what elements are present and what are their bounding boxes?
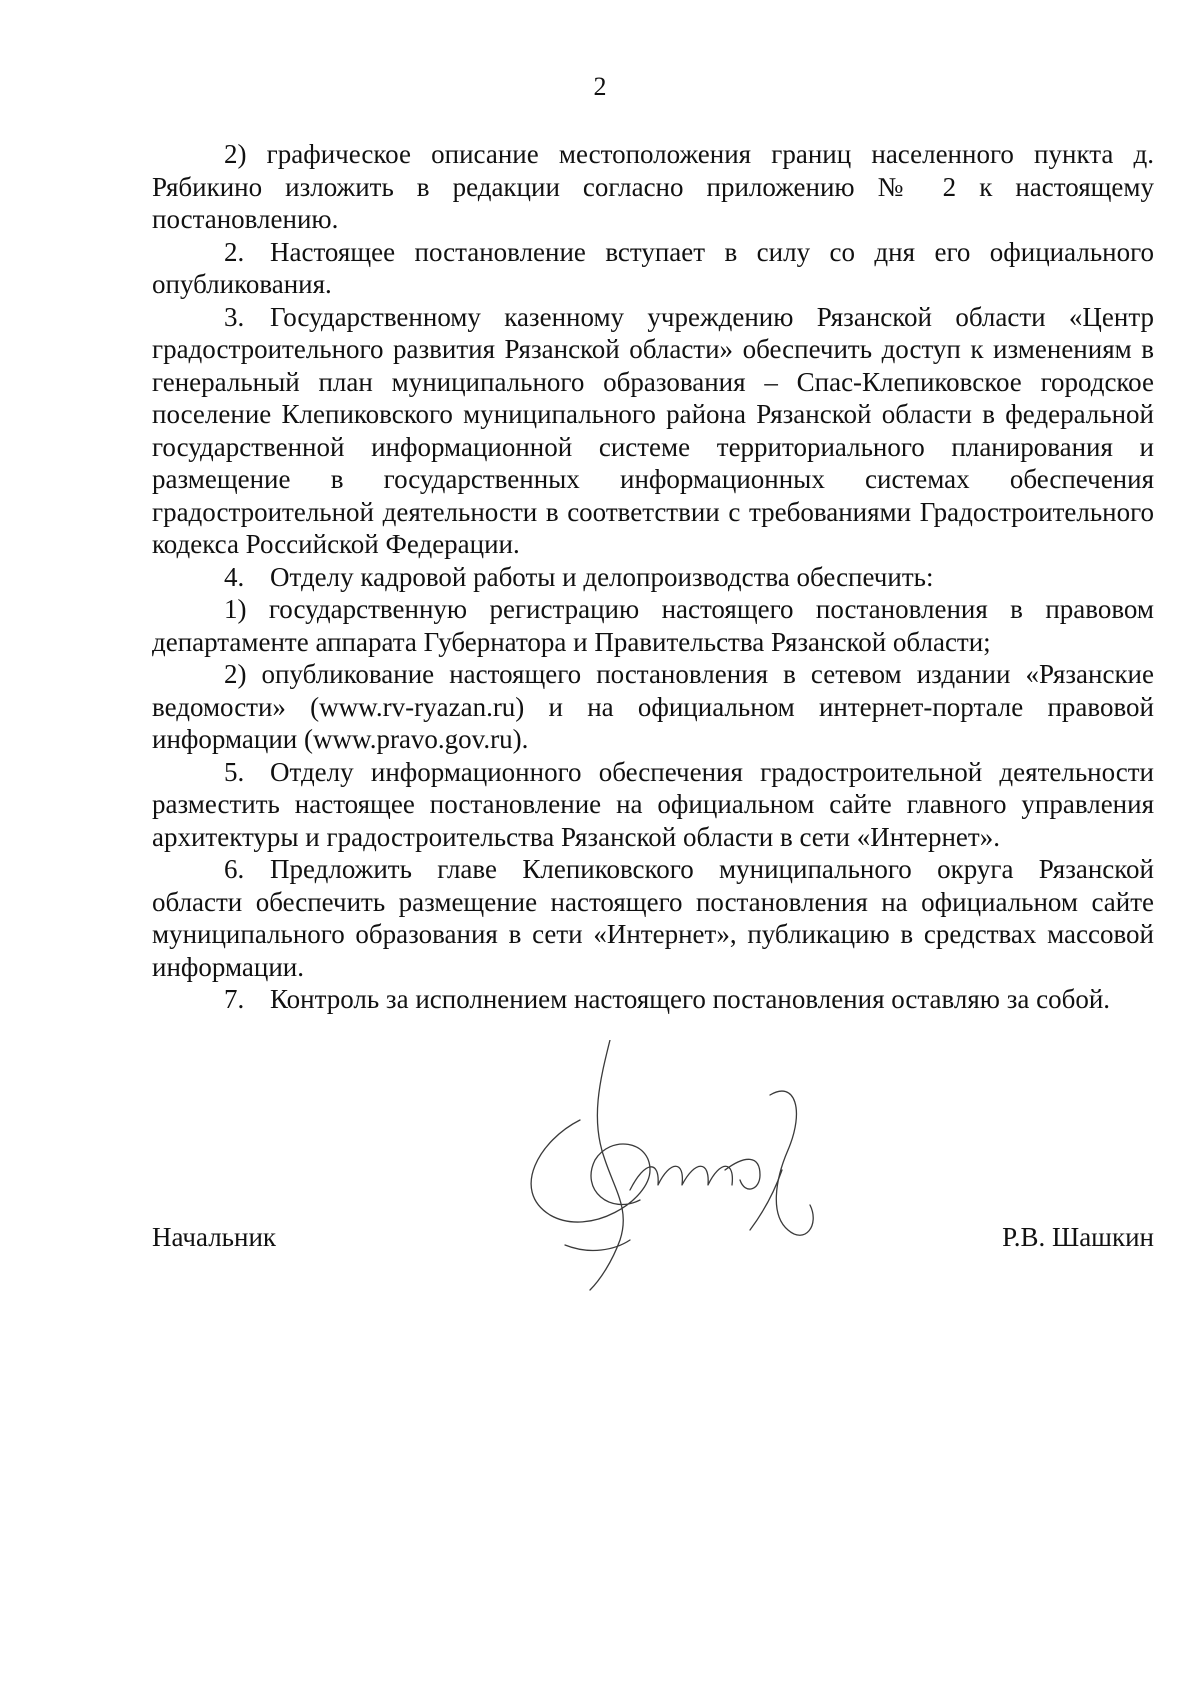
- paragraph-number: 3.: [224, 301, 245, 332]
- paragraph-number: 6.: [224, 854, 245, 884]
- paragraph-2-effective-date: [152, 236, 1154, 301]
- paragraph-text: 2) опубликование настоящего постановления в сетевом издании «Рязанские ведомости» (www.rv-ryazan.ru) и на официальном интернет-портале правовой информации (www.pravo.gov.ru).: [152, 659, 1154, 754]
- signer-name: Р.В. Шашкин: [1002, 1222, 1154, 1252]
- paragraph-1-2-graphic-description: [152, 138, 1154, 236]
- paragraph-text: Отделу информационного обеспечения градостроительной деятельности разместить настоящее постановление на официальном сайте главного управления архитектуры и градостроительства Рязанской области в сети «Интернет».: [152, 756, 1154, 852]
- paragraph-text: Государственному казенному учреждению Рязанской области «Центр градостроительного развития Рязанской области» обеспечить доступ к изменениям в генеральный план муниципального образования – Спас-Клепиковское городское поселение Клепиковского муниципального района Рязанской области в федеральной государственной информационной системе территориального планирования и размещение в государственных информационных системах обеспечения градостроительной деятельности в соответствии с требованиями Градостроительного кодекса Российской Федерации.: [152, 301, 1154, 559]
- paragraph-text: 1) государственную регистрацию настоящего постановления в правовом департаменте аппарата Губернатора и Правительства Рязанской области;: [152, 594, 1154, 657]
- paragraph-number: 2.: [224, 236, 245, 267]
- paragraph-4-1-registration: [152, 593, 1154, 658]
- signer-position: Начальник: [152, 1222, 277, 1252]
- paragraph-4-2-publication: [152, 658, 1154, 756]
- handwritten-signature: [520, 1040, 880, 1300]
- paragraph-text: Настоящее постановление вступает в силу со дня его официального опубликования.: [152, 236, 1154, 299]
- paragraph-text: Предложить главе Клепиковского муниципального округа Рязанской области обеспечить размещение настоящего постановления на официальном сайте муниципального образования в сети «Интернет», публикацию в средствах массовой информации.: [152, 854, 1154, 982]
- paragraph-7-control: [152, 983, 1154, 1016]
- paragraph-4-records-department: [152, 561, 1154, 594]
- paragraph-5-website-posting: [152, 756, 1154, 854]
- paragraph-number: 7.: [224, 984, 245, 1014]
- paragraph-number: 5.: [224, 756, 245, 787]
- document-body: [152, 138, 1154, 1016]
- page-number: 2: [593, 72, 607, 101]
- paragraph-number: 4.: [224, 561, 245, 592]
- paragraph-text: Контроль за исполнением настоящего постановления оставляю за собой.: [270, 984, 1111, 1014]
- paragraph-6-municipal-posting: [152, 853, 1154, 983]
- paragraph-text: Отделу кадровой работы и делопроизводства обеспечить:: [270, 561, 934, 592]
- paragraph-3-access: [152, 301, 1154, 561]
- paragraph-text: 2) графическое описание местоположения границ населенного пункта д. Рябикино изложить в редакции согласно приложению № 2 к настоящему постановлению.: [152, 139, 1154, 234]
